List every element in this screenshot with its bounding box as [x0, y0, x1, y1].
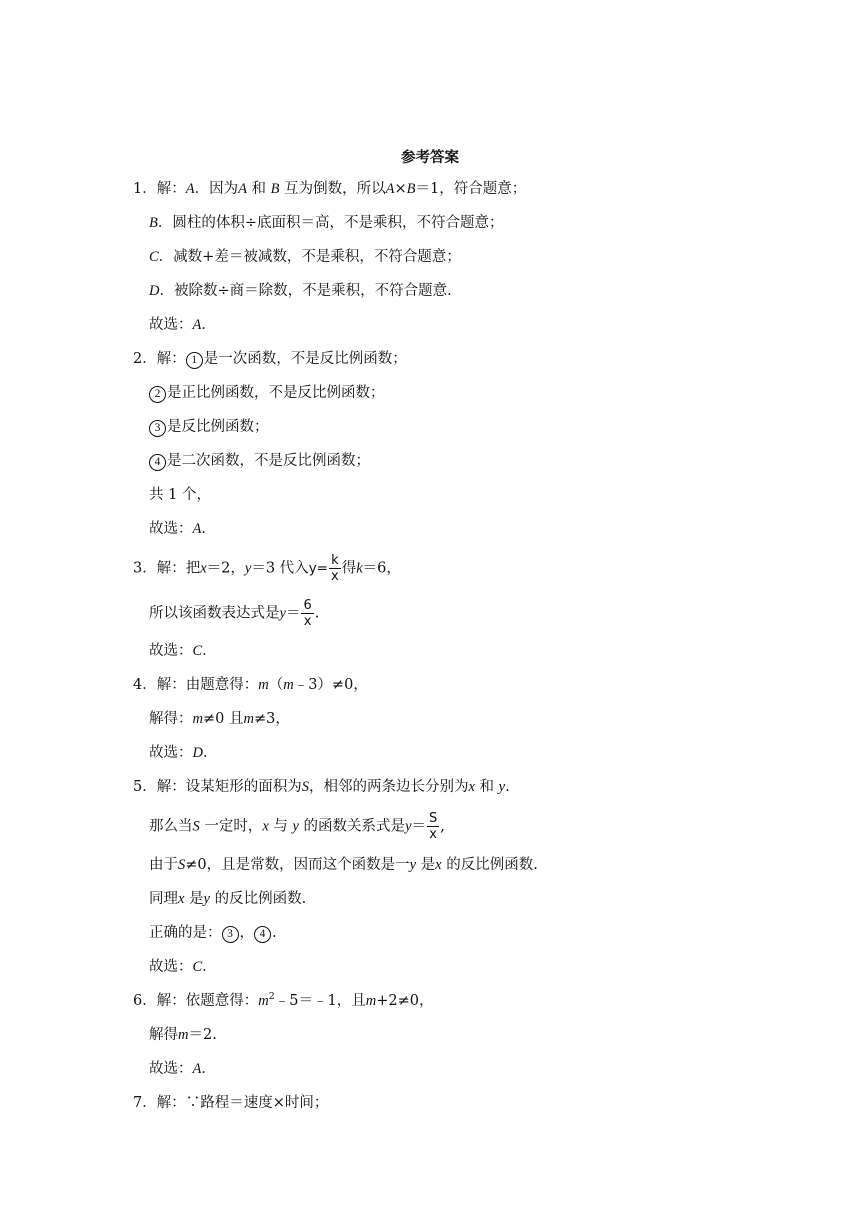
q1-line-4: D．被除数÷商＝除数，不是乘积，不符合题意． — [149, 283, 462, 299]
q5-line-5: 正确的是： 3 ， 4 . — [149, 925, 277, 941]
q3-line-2: 所以该函数表达式是y＝ $\frac{6}{x}$ . — [149, 598, 320, 629]
q4-line-1: 4．解：由题意得：m（m﹣3）≠0， — [133, 677, 368, 693]
q1-number: 1． — [133, 181, 157, 197]
q5-number: 5． — [133, 779, 157, 795]
circled-number-4: 4 — [149, 454, 166, 471]
q3-answer: 故选：C． — [149, 643, 217, 659]
q3-number: 3． — [133, 560, 157, 577]
circled-number-2: 2 — [149, 386, 166, 403]
q5-line-4: 同理x 是y 的反比例函数. — [149, 891, 307, 907]
q5-line-3: 由于S≠0，且是常数，因而这个函数是一y 是x 的反比例函数. — [149, 857, 538, 873]
circled-number-3: 3 — [149, 420, 166, 437]
q6-answer: 故选：A． — [149, 1061, 216, 1077]
q2-line-1: 2．解： 1 是一次函数，不是反比例函数； — [133, 351, 407, 367]
q3-line-1: 3．解：把x＝2，y＝3 代入y= $\frac{k}{x}$ 得k＝6， — [133, 553, 401, 584]
fraction-6-over-x: $\frac{6}{x}$ — [303, 598, 312, 629]
q1-line-3: C．减数+差＝被减数，不是乘积，不符合题意； — [149, 249, 461, 265]
q7-line-1: 7．解：∵路程＝速度×时间； — [133, 1095, 329, 1111]
q1-answer: 故选：A． — [149, 317, 216, 333]
circled-number-1: 1 — [186, 352, 203, 369]
q2-answer: 故选：A． — [149, 521, 216, 537]
fraction-k-over-x: $\frac{k}{x}$ — [331, 553, 339, 584]
fraction-s-over-x: $\frac{S}{x}$ — [429, 811, 438, 842]
q5-line-2: 那么当S 一定时，x 与 y 的函数关系式是y＝ $\frac{S}{x}$ , — [149, 811, 445, 842]
q2-line-2: 2 是正比例函数，不是反比例函数； — [149, 383, 385, 403]
q6-line-2: 解得m＝2. — [149, 1027, 217, 1043]
q4-number: 4． — [133, 677, 157, 693]
q7-number: 7． — [133, 1095, 157, 1111]
q5-answer: 故选：C． — [149, 959, 217, 975]
q5-line-1: 5．解：设某矩形的面积为S，相邻的两条边长分别为x 和 y. — [133, 779, 510, 795]
circled-number-3: 3 — [222, 926, 239, 943]
q4-answer: 故选：D． — [149, 745, 218, 761]
q2-line-4: 4 是二次函数，不是反比例函数； — [149, 451, 370, 471]
q6-line-1: 6．解：依题意得：$m^2﹣5=﹣1$，且m+2≠0， — [133, 991, 434, 1009]
q4-line-2: 解得：m≠0 且m≠3， — [149, 711, 290, 727]
q2-line-3: 3 是反比例函数； — [149, 417, 269, 437]
circled-number-4: 4 — [254, 926, 271, 943]
q1-line-1: 1．解：A．因为A 和 B 互为倒数，所以A×B＝1，符合题意； — [133, 181, 527, 197]
q2-line-5: 共 1 个， — [149, 487, 211, 503]
q1-line-2: B．圆柱的体积÷底面积＝高，不是乘积，不符合题意； — [149, 215, 504, 231]
q2-number: 2． — [133, 351, 157, 367]
q6-number: 6． — [133, 993, 157, 1009]
page-title: 参考答案 — [401, 149, 459, 166]
formula-lhs: y= — [308, 560, 328, 577]
